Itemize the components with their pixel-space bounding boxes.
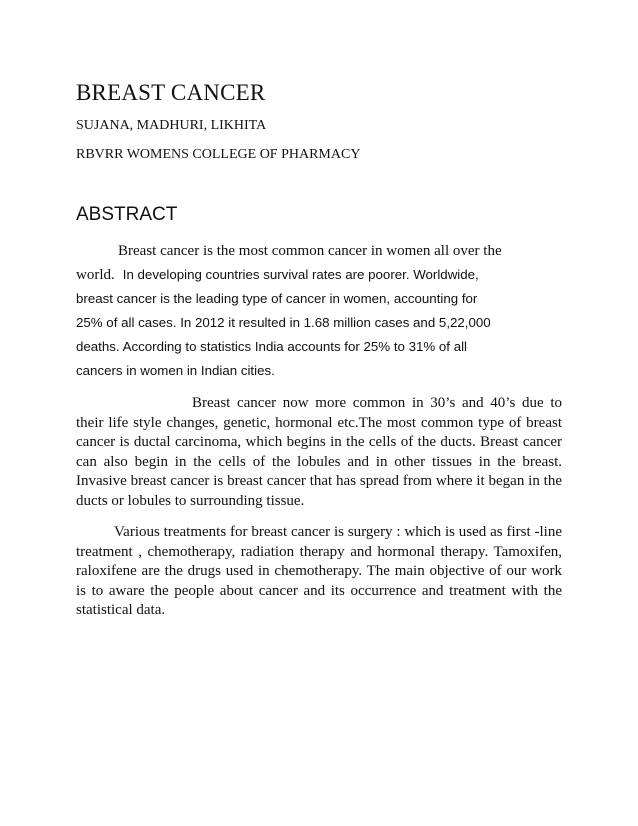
section-heading-abstract: ABSTRACT bbox=[76, 204, 178, 225]
paragraph-line: deaths. According to statistics India accounts for 25% to 31% of all bbox=[76, 339, 467, 354]
paragraph-line bbox=[76, 263, 560, 287]
paragraph-line: breast cancer is the leading type of cancer in women, accounting for bbox=[76, 291, 478, 306]
abstract-paragraph-1 bbox=[76, 239, 560, 383]
paragraph-line-segment: In developing countries survival rates are poorer. Worldwide, bbox=[122, 267, 479, 282]
paragraph-line: Breast cancer is the most common cancer in women all over the bbox=[118, 243, 502, 259]
document-title: BREAST CANCER bbox=[76, 80, 266, 105]
author-names: SUJANA, MADHURI, LIKHITA bbox=[76, 118, 267, 133]
paragraph-line-segment: world. bbox=[76, 267, 115, 283]
abstract-paragraph-2: Breast cancer now more common in 30’s and 40’s due to their life style changes, genetic, hormonal etc.The most common type of breast cancer is ductal carcinoma, which begins in the cells of the ducts. Breast cancer can also begin in the cells of the lobules and in other tissues in the breast. Invasive breast cancer is breast cancer that has spread from where it began in the ducts or lobules to surrounding tissue. bbox=[76, 395, 562, 509]
college-name: RBVRR WOMENS COLLEGE OF PHARMACY bbox=[76, 147, 361, 162]
paragraph-line: 25% of all cases. In 2012 it resulted in 1.68 million cases and 5,22,000 bbox=[76, 315, 491, 330]
paragraph-line: cancers in women in Indian cities. bbox=[76, 363, 275, 378]
abstract-paragraph-3: Various treatments for breast cancer is surgery : which is used as first -line treatment , chemotherapy, radiation therapy and hormonal therapy. Tamoxifen, raloxifene are the drugs used in chemotherapy. The main objective of our work is to aware the people about cancer and its occurrence and treatment with the statistical data. bbox=[76, 524, 562, 619]
